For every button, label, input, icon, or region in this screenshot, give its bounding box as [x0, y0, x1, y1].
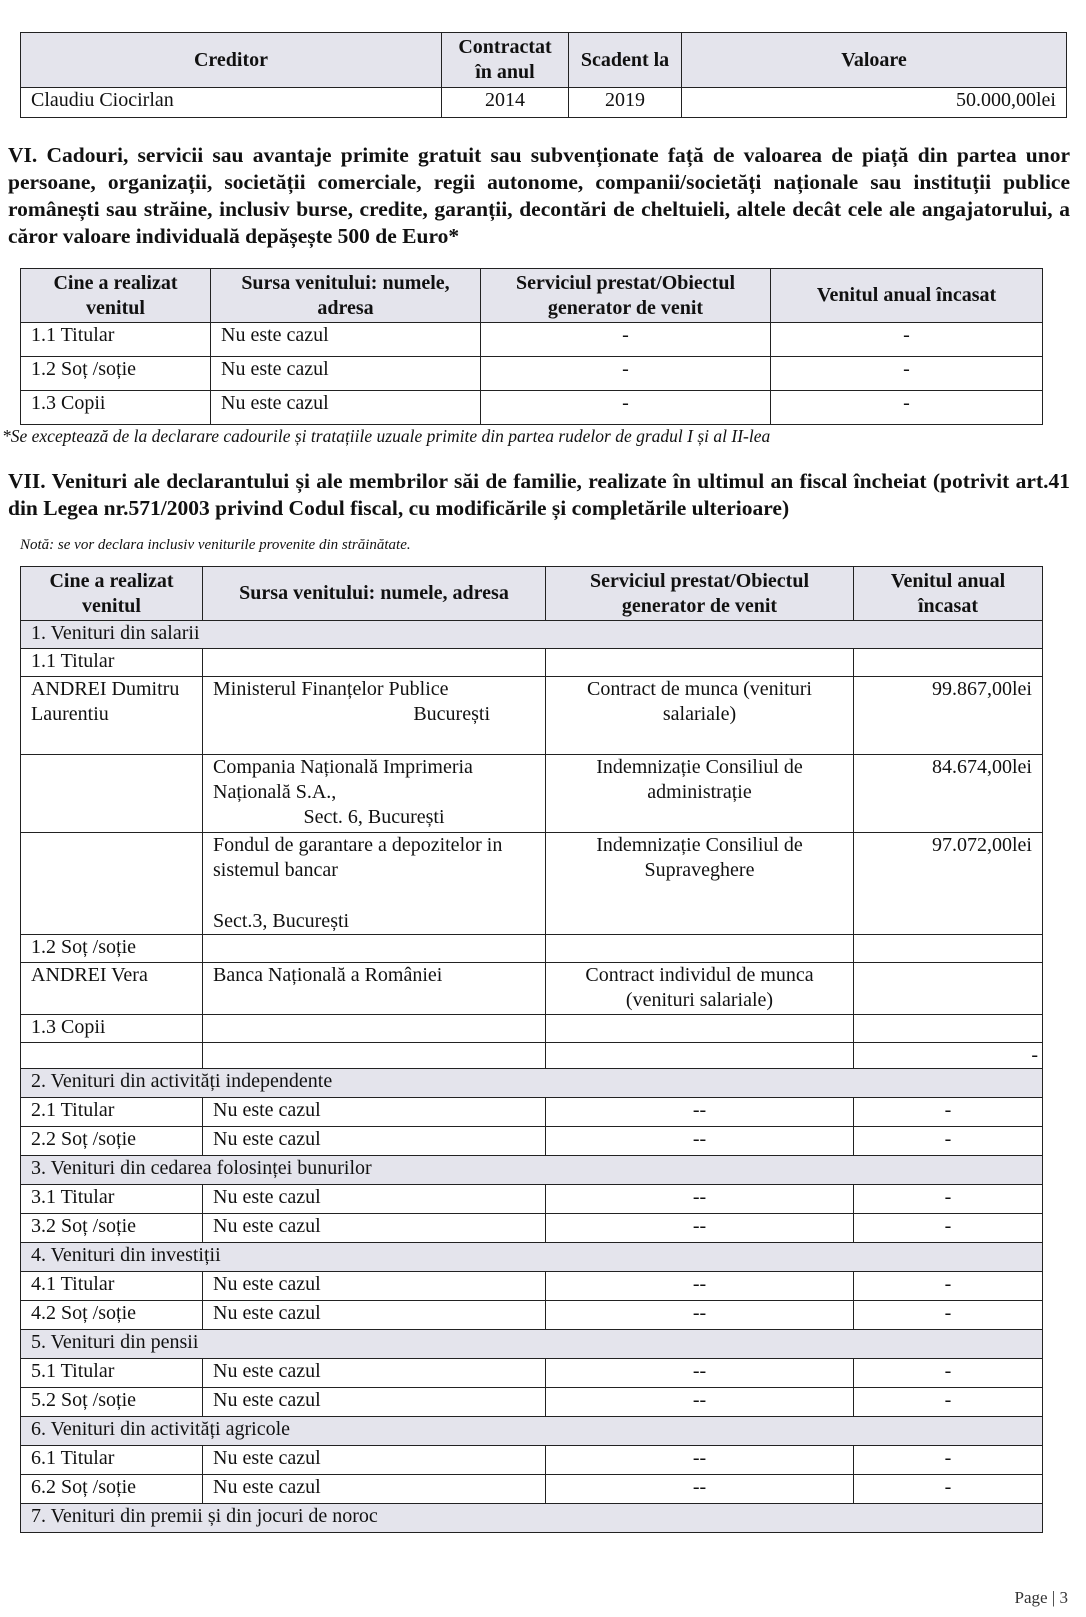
header-source: Sursa venitului: numele, adresa [211, 269, 481, 323]
table-row: 1.3 Copii Nu este cazul - - [21, 391, 1043, 425]
contract-year: 2014 [442, 88, 569, 118]
table-row [21, 88, 1067, 118]
table-row: 1.2 Soț /soție Nu este cazul - - [21, 357, 1043, 391]
section-6-footnote: *Se exceptează de la declarare cadourile și tratațiile uzuale primite din partea rudelor de gradul I și al II-lea [2, 426, 771, 446]
table-row: 4.2 Soț /soție Nu este cazul -- - [21, 1301, 1043, 1330]
header-source: Sursa venitului: numele, adresa [203, 567, 546, 621]
creditor-table [20, 32, 1067, 118]
section-7-note: Notă: se vor declara inclusiv veniturile provenite din străinătate. [20, 537, 411, 553]
header-valoare: Valoare [682, 33, 1067, 88]
page-number: Page | 3 [1014, 1588, 1068, 1607]
table-row: 1.3 Copii [21, 1015, 1043, 1043]
section-investments: 4. Venituri din investiții [21, 1243, 1043, 1272]
table-row: ANDREI Dumitru Laurentiu Ministerul Finanțelor Publice București Contract de munca (venituri salariale) 99.867,00lei [21, 677, 1043, 755]
table-row: Compania Națională Imprimeria Națională S.A., Sect. 6, București Indemnizație Consiliul de administrație 84.674,00lei [21, 755, 1043, 833]
due-year: 2019 [569, 88, 682, 118]
loan-value: 50.000,00lei [682, 88, 1067, 118]
header-income: Venitul anual încasat [854, 567, 1043, 621]
header-who: Cine a realizat venitul [21, 567, 203, 621]
header-creditor: Creditor [21, 33, 442, 88]
section-property-use: 3. Venituri din cedarea folosinței bunurilor [21, 1156, 1043, 1185]
header-who: Cine a realizat venitul [21, 269, 211, 323]
header-income: Venitul anual încasat [771, 269, 1043, 323]
table-row: Fondul de garantare a depozitelor in sistemul bancar Sect.3, București Indemnizație Consiliul de Supraveghere 97.072,00lei [21, 833, 1043, 935]
header-service: Serviciul prestat/Obiectul generator de venit [481, 269, 771, 323]
table-row: 5.2 Soț /soție Nu este cazul -- - [21, 1388, 1043, 1417]
table-row: 2.2 Soț /soție Nu este cazul -- - [21, 1127, 1043, 1156]
income-table [20, 566, 1043, 1533]
table-row: 1.1 Titular Nu este cazul - - [21, 323, 1043, 357]
section-independent: 2. Venituri din activități independente [21, 1069, 1043, 1098]
table-row: 1.2 Soț /soție [21, 935, 1043, 963]
table-row: 4.1 Titular Nu este cazul -- - [21, 1272, 1043, 1301]
table-row: 6.2 Soț /soție Nu este cazul -- - [21, 1475, 1043, 1504]
table-row: 5.1 Titular Nu este cazul -- - [21, 1359, 1043, 1388]
table-row: ANDREI Vera Banca Națională a României Contract individul de munca (venituri salariale) [21, 963, 1043, 1015]
spouse-name: ANDREI Vera [21, 963, 203, 1015]
table-row: - [21, 1043, 1043, 1069]
table-row: 3.1 Titular Nu este cazul -- - [21, 1185, 1043, 1214]
header-scadent: Scadent la [569, 33, 682, 88]
header-contractat: Contractat în anul [442, 33, 569, 88]
table-row: 1.1 Titular [21, 649, 1043, 677]
section-pensions: 5. Venituri din pensii [21, 1330, 1043, 1359]
section-salary: 1. Venituri din salarii [21, 621, 1043, 649]
section-6-title: VI. Cadouri, servicii sau avantaje primite gratuit sau subvenționate față de valoarea de piață din partea unor persoane, organizații, societății comerciale, regii autonome, companii/societăți naționale sau instituții publice românești sau străine, inclusiv burse, credite, garanții, decontări de cheltuieli, altele decât cele ale angajatorului, a căror valoare individuală depășește 500 de Euro* [8, 143, 1070, 248]
creditor-name: Claudiu Ciocirlan [21, 88, 442, 118]
gifts-table [20, 268, 1043, 425]
titular-name: ANDREI Dumitru Laurentiu [21, 677, 203, 755]
header-service: Serviciul prestat/Obiectul generator de venit [546, 567, 854, 621]
section-prizes: 7. Venituri din premii și din jocuri de noroc [21, 1504, 1043, 1533]
section-agricultural: 6. Venituri din activități agricole [21, 1417, 1043, 1446]
table-row: 6.1 Titular Nu este cazul -- - [21, 1446, 1043, 1475]
table-row: 2.1 Titular Nu este cazul -- - [21, 1098, 1043, 1127]
table-row: 3.2 Soț /soție Nu este cazul -- - [21, 1214, 1043, 1243]
section-7-title: VII. Venituri ale declarantului și ale membrilor săi de familie, realizate în ultimul an fiscal încheiat (potrivit art.41 din Legea nr.571/2003 privind Codul fiscal, cu modificările și completările ulterioare) [8, 469, 1070, 520]
